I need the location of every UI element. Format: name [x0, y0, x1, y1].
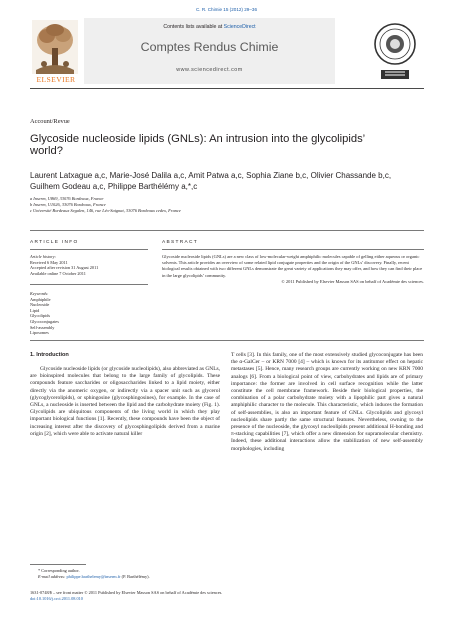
metadata-top-divider	[30, 230, 424, 231]
contents-availability-line	[84, 24, 335, 30]
keyword-item: Self-assembly	[30, 324, 55, 330]
article-history	[30, 254, 148, 276]
abstract-label: ABSTRACT	[162, 240, 198, 245]
keyword-item: Amphiphile	[30, 296, 51, 302]
footnote-divider	[30, 564, 86, 565]
affiliation-c: c Université Bordeaux Segalen, 146, rue Léo-Saignat, 33076 Bordeaux cedex, France	[30, 208, 181, 214]
email-suffix: (P. Barthélémy).	[120, 574, 150, 579]
abstract-label-divider	[162, 249, 424, 250]
body-column-right	[231, 352, 423, 453]
author-email-link[interactable]: philippe.barthelemy@inserm.fr	[66, 574, 121, 579]
doi-link[interactable]: doi:10.1016/j.crci.2011.08.010	[30, 596, 83, 601]
sciencedirect-link[interactable]: ScienceDirect	[223, 24, 256, 30]
issn-footer	[30, 590, 330, 602]
article-title	[30, 133, 425, 158]
article-info-label-divider	[30, 249, 148, 250]
journal-name: Comptes Rendus Chimie	[140, 40, 279, 54]
keywords-divider	[30, 284, 148, 285]
article-title-line-1: Glycoside nucleoside lipids (GNLs): An intrusion into the glycolipids’	[30, 133, 366, 145]
abstract-text: Glycoside nucleoside lipids (GNLs) are a new class of low-molecular-weight amphiphilic molecules capable of gelling either aqueous or organic solvents. This article provides an overview of some related lipid conjugate properties and the origin of the GNLs’ discovery. Finally, recent biological results obtained with two different GNLs demonstrate the great variety of applications they may offer, and how they can find their place in the large glycolipids’ community.	[162, 254, 423, 278]
keywords	[30, 291, 148, 336]
author-list	[30, 170, 430, 192]
corresponding-author-footnote	[30, 568, 220, 580]
contents-prefix: Contents lists available at	[163, 24, 224, 30]
affiliation-b: b Inserm, U1026, 33076 Bordeaux, France	[30, 202, 106, 208]
academie-seal-logo	[373, 22, 417, 82]
article-info-label: ARTICLE INFO	[30, 240, 79, 245]
article-title-line-2: world?	[30, 145, 63, 158]
elsevier-tree-logo	[32, 20, 78, 74]
keyword-item: Liposomes	[30, 330, 49, 336]
history-received: Received 6 May 2011	[30, 259, 68, 265]
metadata-bottom-divider	[30, 340, 424, 341]
email-line	[30, 574, 220, 580]
journal-url[interactable]: www.sciencedirect.com	[176, 67, 243, 73]
corresponding-author-note: * Corresponding author.	[38, 568, 80, 573]
body-column-left	[30, 366, 220, 438]
email-label: E-mail address:	[38, 574, 67, 579]
issn-text: 1631-0748/$ – see front matter © 2011 Published by Elsevier Masson SAS on behalf of Académie des sciences.	[30, 590, 223, 595]
history-online: Available online 7 October 2011	[30, 270, 86, 276]
keyword-item: Nucleoside	[30, 302, 50, 308]
introduction-paragraph-2: T cells [3]. In this family, one of the most extensively studied glycoconjugate has been the α-GalCer – or KRN 7000 [4] – which is known for its antitumor effect on hepatic metastases [5]. Hence, many research groups are currently working on new KRN 7000 analogs [6]. From a biological point of view, carbohydrates and lipids are of primary importance: the former are involved in cell surface recognition while the latter constitute the cell membrane framework. Beside their biological properties, the combination of a polar carbohydrate moiety with a lipophilic part gives a natural amphiphilic character to the molecule. This characteristic, which induces the formation of self-assemblies, is also an important feature of GNLs. Glycolipids and glycosyl nucleolipids share partly the same structural features. Nevertheless, owning to the presence of the nucleoside, the glycosyl nucleolipids present additional H-bonding and π-stacking capabilities [7], which offer a new dimension for supramolecular chemistry. Indeed, these additional interactions allow the stabilization of new self-assembly morphologies, including	[231, 352, 423, 452]
abstract-body	[162, 254, 424, 285]
elsevier-wordmark: ELSEVIER	[36, 75, 76, 84]
history-accepted: Accepted after revision 31 August 2011	[30, 265, 99, 271]
abstract-copyright: © 2011 Published by Elsevier Masson SAS on behalf of Académie des sciences.	[281, 278, 424, 284]
affiliation-a: a Inserm, U869, 33076 Bordeaux, France	[30, 196, 104, 201]
introduction-paragraph-1: Glycoside nucleoside lipids (or glycoside nucleolipids), also abbreviated as GNLs, are bioinspired molecules that belong to the large family of glycolipids. These compounds feature saccharides or oligosaccharides linked to a lipid moiety, either directly via the anomeric oxygen, or indirectly via a spacer unit such as glycerol (glycoglycerolipids), or sphingosine (glycosphingosines), for example. In the case of GNLs, a nucleoside is inserted between the lipid and the carbohydrate moiety (Fig. 1). Glycolipids are ubiquitous components of the living world in which they play important biological functions [1]. Recently, these compounds have been the object of increasing interest after the discovery of glycosphingolipids derived from a marine origin [2], which were able to activate natural killer	[30, 366, 220, 437]
keyword-item: Glycolipids	[30, 313, 51, 319]
header-divider	[30, 88, 424, 89]
keyword-item: Lipid	[30, 307, 40, 313]
affiliations	[30, 196, 181, 215]
journal-reference[interactable]: C. R. Chimie 15 (2012) 29–36	[195, 7, 258, 12]
authors-line-2: Guilhem Godeau a,c, Philippe Barthélémy a,*,c	[30, 182, 198, 191]
keyword-item: Glycoconjugates	[30, 318, 59, 324]
keywords-heading: Keywords:	[30, 291, 49, 296]
introduction-heading: 1. Introduction	[30, 352, 69, 358]
authors-line-1: Laurent Latxague a,c, Marie-José Dalila a,c, Amit Patwa a,c, Sophia Ziane b,c, Olivier Chassande b,c,	[30, 171, 392, 180]
history-heading: Article history:	[30, 254, 57, 259]
article-type: Account/Revue	[30, 118, 70, 125]
